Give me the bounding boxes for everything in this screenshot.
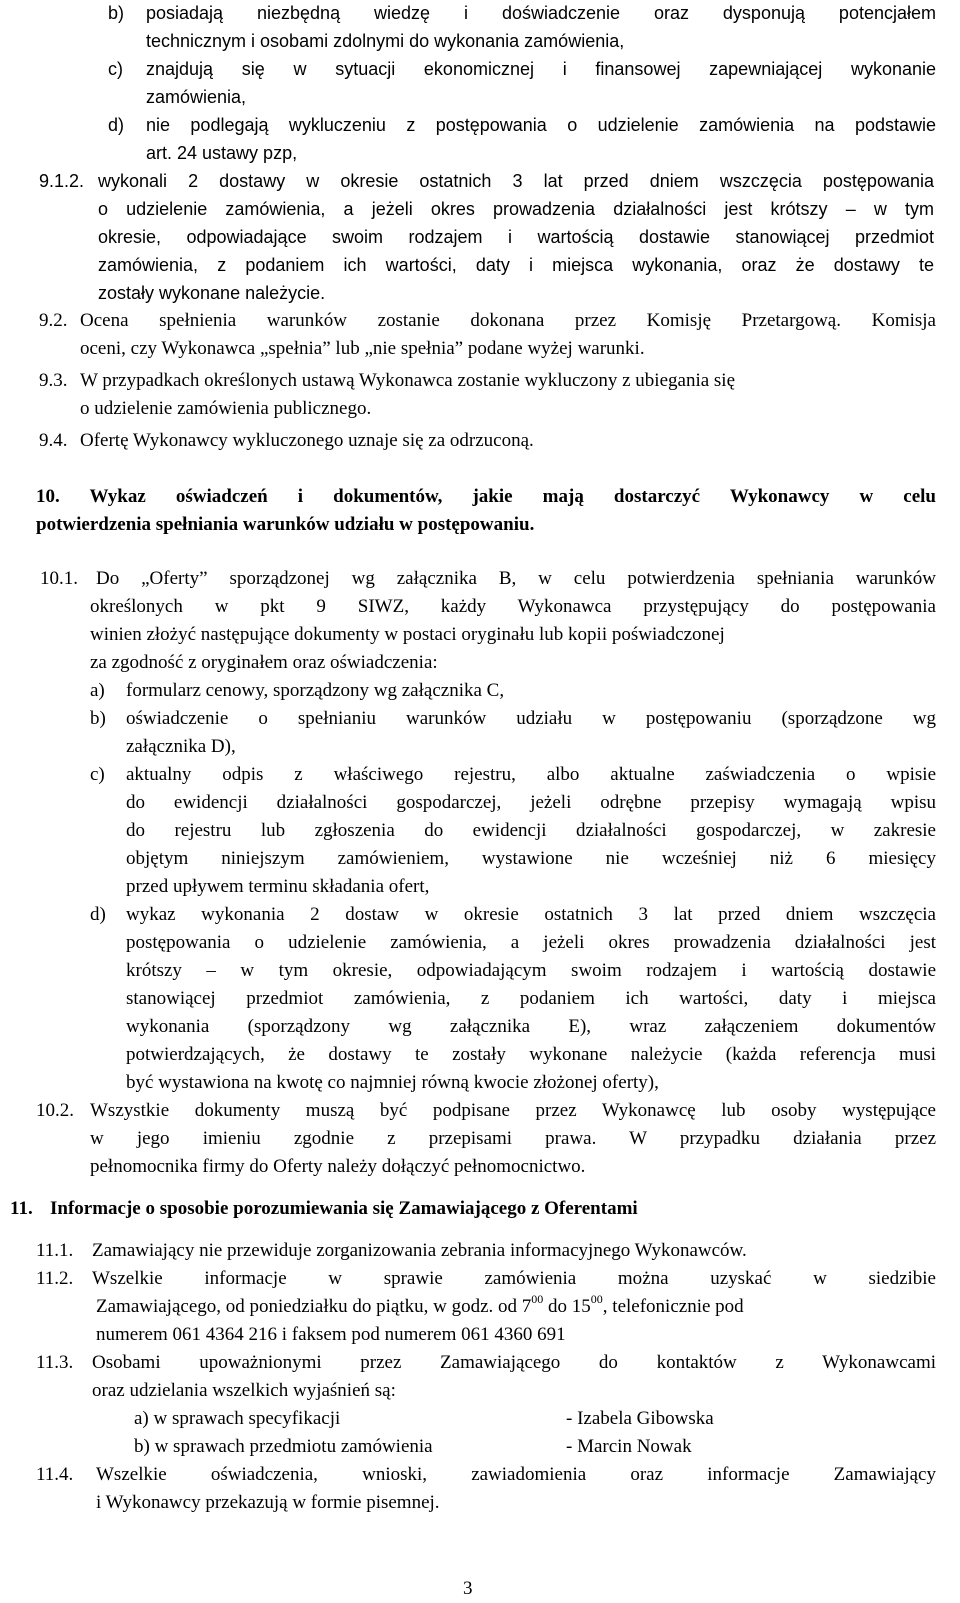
paragraph-line: zostały wykonane należycie. xyxy=(98,283,326,303)
item-text: nie podlegają wykluczeniu z postępowania o udzielenie zamówienia na podstawie xyxy=(146,115,936,135)
paragraph-line xyxy=(96,1291,744,1320)
item-text: potwierdzających, że dostawy te zostały wykonane należycie (każda referencja musi xyxy=(126,1044,936,1065)
section-number: 11.2. xyxy=(36,1268,74,1289)
item-label: d) xyxy=(108,115,125,135)
paragraph-line: Do „Oferty” sporządzonej wg załącznika B, w celu potwierdzenia spełniania warunków xyxy=(96,568,936,589)
item-text: do rejestru lub zgłoszenia do ewidencji działalności gospodarczej, w zakresie xyxy=(126,820,936,841)
item-text: oświadczenie o spełnianiu warunków udziału w postępowaniu (sporządzone wg xyxy=(126,708,936,729)
item-label: a) xyxy=(90,680,105,701)
paragraph-line: numerem 061 4364 216 i faksem pod numerem 061 4360 691 xyxy=(96,1324,566,1345)
paragraph-line: pełnomocnika firmy do Oferty należy dołączyć pełnomocnictwo. xyxy=(90,1156,586,1177)
item-text: postępowania o udzielenie zamówienia, a jeżeli okres prowadzenia działalności jest xyxy=(126,932,936,953)
text-fragment: Zamawiającego, od poniedziałku do piątku, w godz. od 7 xyxy=(96,1296,532,1317)
paragraph-line: okresie, odpowiadające swoim rodzajem i wartością dostawie stanowiącej przedmiot xyxy=(98,227,934,247)
item-label: c) xyxy=(90,764,105,785)
paragraph-line: i Wykonawcy przekazują w formie pisemnej. xyxy=(96,1492,440,1513)
section-number: 9.4. xyxy=(39,430,68,451)
paragraph-line: o udzielenie zamówienia, a jeżeli okres prowadzenia działalności jest krótszy – w tym xyxy=(98,199,934,219)
item-text: posiadają niezbędną wiedzę i doświadczenie oraz dysponują potencjałem xyxy=(146,3,936,23)
item-text: załącznika D), xyxy=(126,736,236,757)
section-number: 9.3. xyxy=(39,370,68,391)
paragraph-line: Ofertę Wykonawcy wykluczonego uznaje się za odrzuconą. xyxy=(80,430,534,451)
item-label: b) xyxy=(90,708,106,729)
paragraph-line: oceni, czy Wykonawca „spełnia” lub „nie spełnia” podane wyżej warunki. xyxy=(80,338,645,359)
section-number: 11.4. xyxy=(36,1464,74,1485)
paragraph-line: winien złożyć następujące dokumenty w postaci oryginału lub kopii poświadczonej xyxy=(90,624,725,645)
item-text: do ewidencji działalności gospodarczej, jeżeli odrębne przepisy wymagają wpisu xyxy=(126,792,936,813)
paragraph-line: W przypadkach określonych ustawą Wykonawca zostanie wykluczony z ubiegania się xyxy=(80,370,736,391)
section-number: 11.1. xyxy=(36,1240,74,1261)
paragraph-line: za zgodność z oryginałem oraz oświadczenia: xyxy=(90,652,438,673)
heading-line: 10. Wykaz oświadczeń i dokumentów, jakie mają dostarczyć Wykonawcy w celu xyxy=(36,486,936,507)
item-label: b) xyxy=(108,3,125,23)
item-text: przed upływem terminu składania ofert, xyxy=(126,876,430,897)
heading-line: potwierdzenia spełniania warunków udziału w postępowaniu. xyxy=(36,514,535,535)
paragraph-line: Wszystkie dokumenty muszą być podpisane przez Wykonawcę lub osoby występujące xyxy=(90,1100,936,1121)
superscript: 00 xyxy=(590,1291,603,1306)
item-text: technicznym i osobami zdolnymi do wykonania zamówienia, xyxy=(146,31,625,51)
contact-name: - Izabela Gibowska xyxy=(566,1408,714,1429)
section-number: 10.1. xyxy=(40,568,78,589)
item-text: art. 24 ustawy pzp, xyxy=(146,143,298,163)
heading-number: 11. xyxy=(10,1198,33,1219)
contact-label: a) w sprawach specyfikacji xyxy=(134,1408,341,1429)
item-text: stanowiącej przedmiot zamówienia, z podaniem ich wartości, daty i miejsca xyxy=(126,988,936,1009)
item-label: c) xyxy=(108,59,123,79)
text-fragment: do 15 xyxy=(543,1296,591,1317)
text-fragment: , telefonicznie pod xyxy=(602,1296,744,1317)
item-text: być wystawiona na kwotę co najmniej równą kwocie złożonej oferty), xyxy=(126,1072,659,1093)
contact-label: b) w sprawach przedmiotu zamówienia xyxy=(134,1436,433,1457)
section-number: 11.3. xyxy=(36,1352,74,1373)
heading-text: Informacje o sposobie porozumiewania się Zamawiającego z Oferentami xyxy=(50,1198,638,1219)
paragraph-line: Osobami upoważnionymi przez Zamawiającego do kontaktów z Wykonawcami xyxy=(92,1352,936,1373)
superscript: 00 xyxy=(531,1291,544,1306)
paragraph-line: Wszelkie oświadczenia, wnioski, zawiadomienia oraz informacje Zamawiający xyxy=(96,1464,936,1485)
paragraph-line: oraz udzielania wszelkich wyjaśnień są: xyxy=(92,1380,396,1401)
paragraph-line: Zamawiający nie przewiduje zorganizowania zebrania informacyjnego Wykonawców. xyxy=(92,1240,747,1261)
paragraph-line: w jego imieniu zgodnie z przepisami prawa. W przypadku działania przez xyxy=(90,1128,936,1149)
section-number: 10.2. xyxy=(36,1100,74,1121)
paragraph-line: zamówienia, z podaniem ich wartości, daty i miejsca wykonania, oraz że dostawy te xyxy=(98,255,934,275)
paragraph-line: wykonali 2 dostawy w okresie ostatnich 3 lat przed dniem wszczęcia postępowania xyxy=(98,171,934,191)
item-text: formularz cenowy, sporządzony wg załącznika C, xyxy=(126,680,505,701)
section-number: 9.1.2. xyxy=(39,171,85,191)
paragraph-line: określonych w pkt 9 SIWZ, każdy Wykonawca przystępujący do postępowania xyxy=(90,596,936,617)
item-text: krótszy – w tym okresie, odpowiadającym swoim rodzajem i wartością dostawie xyxy=(126,960,936,981)
item-text: wykaz wykonania 2 dostaw w okresie ostatnich 3 lat przed dniem wszczęcia xyxy=(126,904,936,925)
paragraph-line: Ocena spełnienia warunków zostanie dokonana przez Komisję Przetargową. Komisja xyxy=(80,310,936,331)
page-number: 3 xyxy=(463,1578,473,1599)
item-label: d) xyxy=(90,904,106,925)
item-text: aktualny odpis z właściwego rejestru, albo aktualne zaświadczenia o wpisie xyxy=(126,764,936,785)
paragraph-line: Wszelkie informacje w sprawie zamówienia można uzyskać w siedzibie xyxy=(92,1268,936,1289)
item-text: znajdują się w sytuacji ekonomicznej i finansowej zapewniającej wykonanie xyxy=(146,59,936,79)
contact-name: - Marcin Nowak xyxy=(566,1436,692,1457)
item-text: wykonania (sporządzony wg załącznika E), wraz załączeniem dokumentów xyxy=(126,1016,936,1037)
section-number: 9.2. xyxy=(39,310,68,331)
item-text: zamówienia, xyxy=(146,87,247,107)
item-text: objętym niniejszym zamówieniem, wystawione nie wcześniej niż 6 miesięcy xyxy=(126,848,936,869)
paragraph-line: o udzielenie zamówienia publicznego. xyxy=(80,398,372,419)
